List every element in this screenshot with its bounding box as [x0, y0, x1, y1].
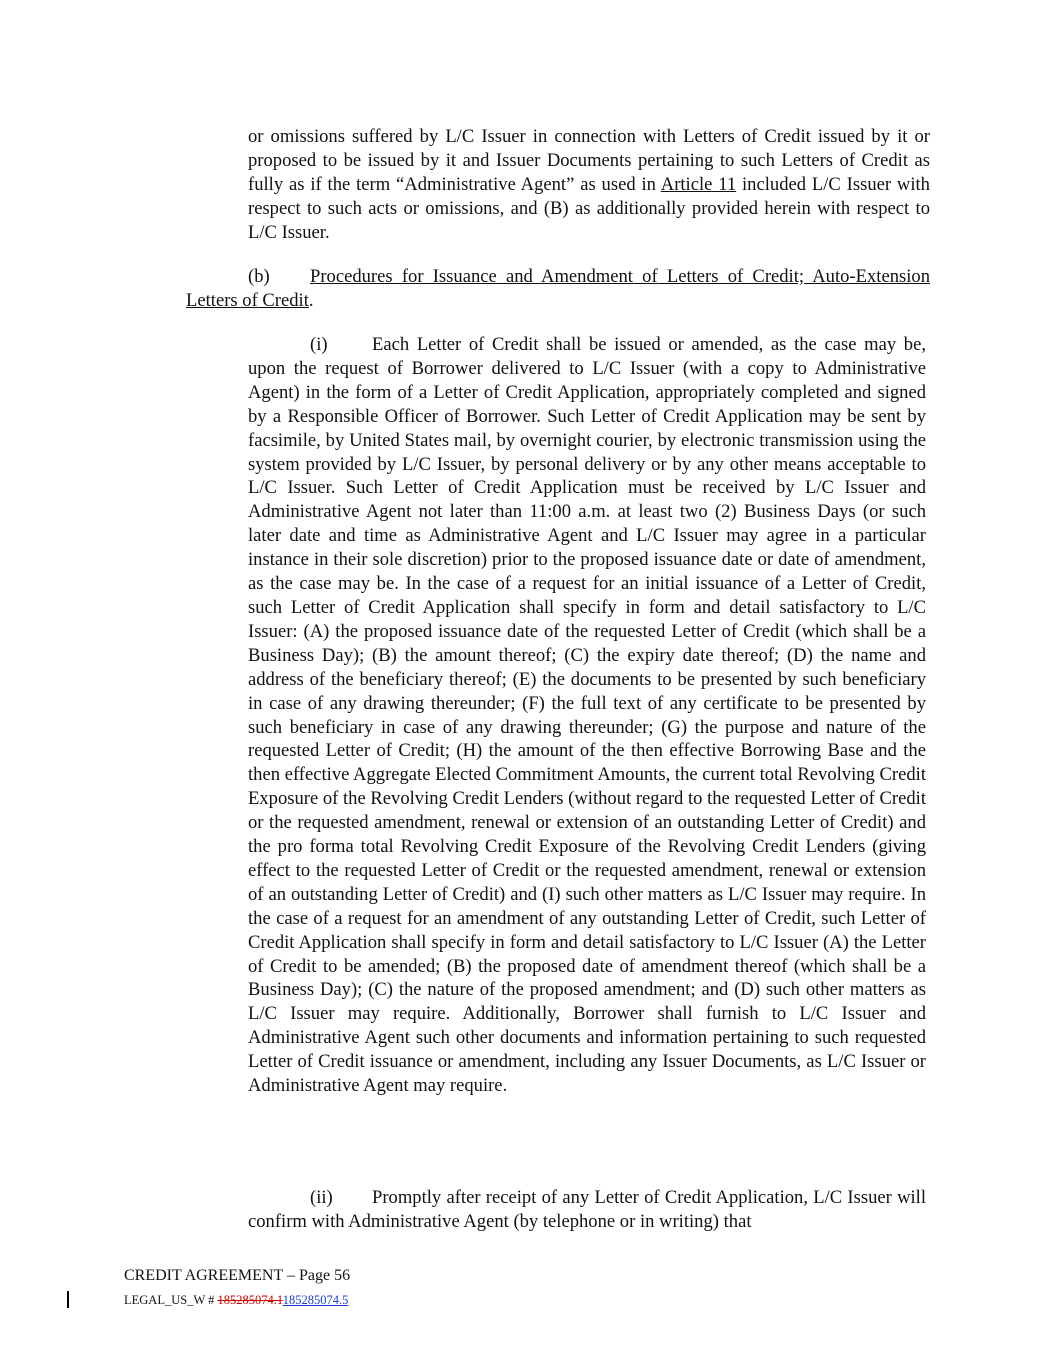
document-id-inserted: 185285074.5: [282, 1293, 349, 1307]
page-footer-title: CREDIT AGREEMENT – Page 56: [124, 1267, 351, 1284]
section-b-period: .: [308, 289, 314, 311]
clause-ii-label: (ii): [310, 1187, 333, 1208]
clause-ii-paragraph: [248, 1186, 926, 1234]
clause-ii-text: Promptly after receipt of any Letter of Credit Application, L/C Issuer will confirm with Administrative Agent (by telephone or in writing) that: [248, 1187, 926, 1232]
continuation-text-end: included L/C Issuer with respect to such acts or omissions, and (B) as additionally provided herein with respect to L/C Issuer.: [248, 173, 930, 243]
document-id: [124, 1292, 348, 1308]
clause-i-label: (i): [310, 334, 328, 355]
document-id-deleted: 185285074.1: [217, 1293, 283, 1307]
section-b-label: (b): [248, 266, 270, 287]
revision-change-bar: [67, 1291, 69, 1308]
clause-i-paragraph: [248, 333, 926, 1098]
continuation-paragraph: [248, 125, 930, 245]
clause-i-text: Each Letter of Credit shall be issued or amended, as the case may be, upon the request of Borrower delivered to L/C Issuer (with a copy to Administrative Agent) in the form of a Letter of Credit Application, appropriately completed and signed by a Responsible Officer of Borrower. Such Letter of Credit Application may be sent by facsimile, by United States mail, by overnight courier, by electronic transmission using the system provided by L/C Issuer, by personal delivery or by any other means acceptable to L/C Issuer. Such Letter of Credit Application must be received by L/C Issuer and Administrative Agent not later than 11:00 a.m. at least two (2) Business Days (or such later date and time as Administrative Agent and L/C Issuer may agree in a particular instance in their sole discretion) prior to the proposed issuance date or date of amendment, as the case may be. In the case of a request for an initial issuance of a Letter of Credit, such Letter of Credit Application shall specify in form and detail satisfactory to L/C Issuer: (A) the proposed issuance date of the requested Letter of Credit (which shall be a Business Day); (B) the amount thereof; (C) the expiry date thereof; (D) the name and address of the beneficiary thereof; (E) the documents to be presented by such beneficiary in case of any drawing thereunder; (F) the full text of any certificate to be presented by such beneficiary in case of any drawing thereunder; (G) the purpose and nature of the requested Letter of Credit; (H) the amount of the then effective Borrowing Base and the then effective Aggregate Elected Commitment Amounts, the current total Revolving Credit Exposure of the Revolving Credit Lenders (without regard to the requested Letter of Credit or the requested amendment, renewal or extension of an outstanding Letter of Credit) and the pro forma total Revolving Credit Exposure of the Revolving Credit Lenders (giving effect to the requested Letter of Credit or the requested amendment, renewal or extension of an outstanding Letter of Credit) and (I) such other matters as L/C Issuer may require. In the case of a request for an amendment of any outstanding Letter of Credit, such Letter of Credit Application shall specify in form and detail satisfactory to L/C Issuer (A) the Letter of Credit to be amended; (B) the proposed date of amendment thereof (which shall be a Business Day); (C) the nature of the proposed amendment; and (D) such other matters as L/C Issuer may require. Additionally, Borrower shall furnish to L/C Issuer and Administrative Agent such other documents and information pertaining to such requested Letter of Credit issuance or amendment, including any Issuer Documents, as L/C Issuer or Administrative Agent may require.: [248, 334, 926, 1097]
section-b-heading: [186, 265, 930, 313]
article-11-reference: Article 11: [660, 173, 737, 195]
document-id-prefix: LEGAL_US_W #: [124, 1293, 218, 1307]
section-b-title: Procedures for Issuance and Amendment of Letters of Credit; Auto-Extension Letters of Credit: [186, 266, 930, 311]
continuation-text-start: or omissions suffered by L/C Issuer in connection with Letters of Credit issued by it or proposed to be issued by it and Issuer Documents pertaining to such Letters of Credit as fully as if the term “Administrative Agent” as used in: [248, 126, 930, 195]
